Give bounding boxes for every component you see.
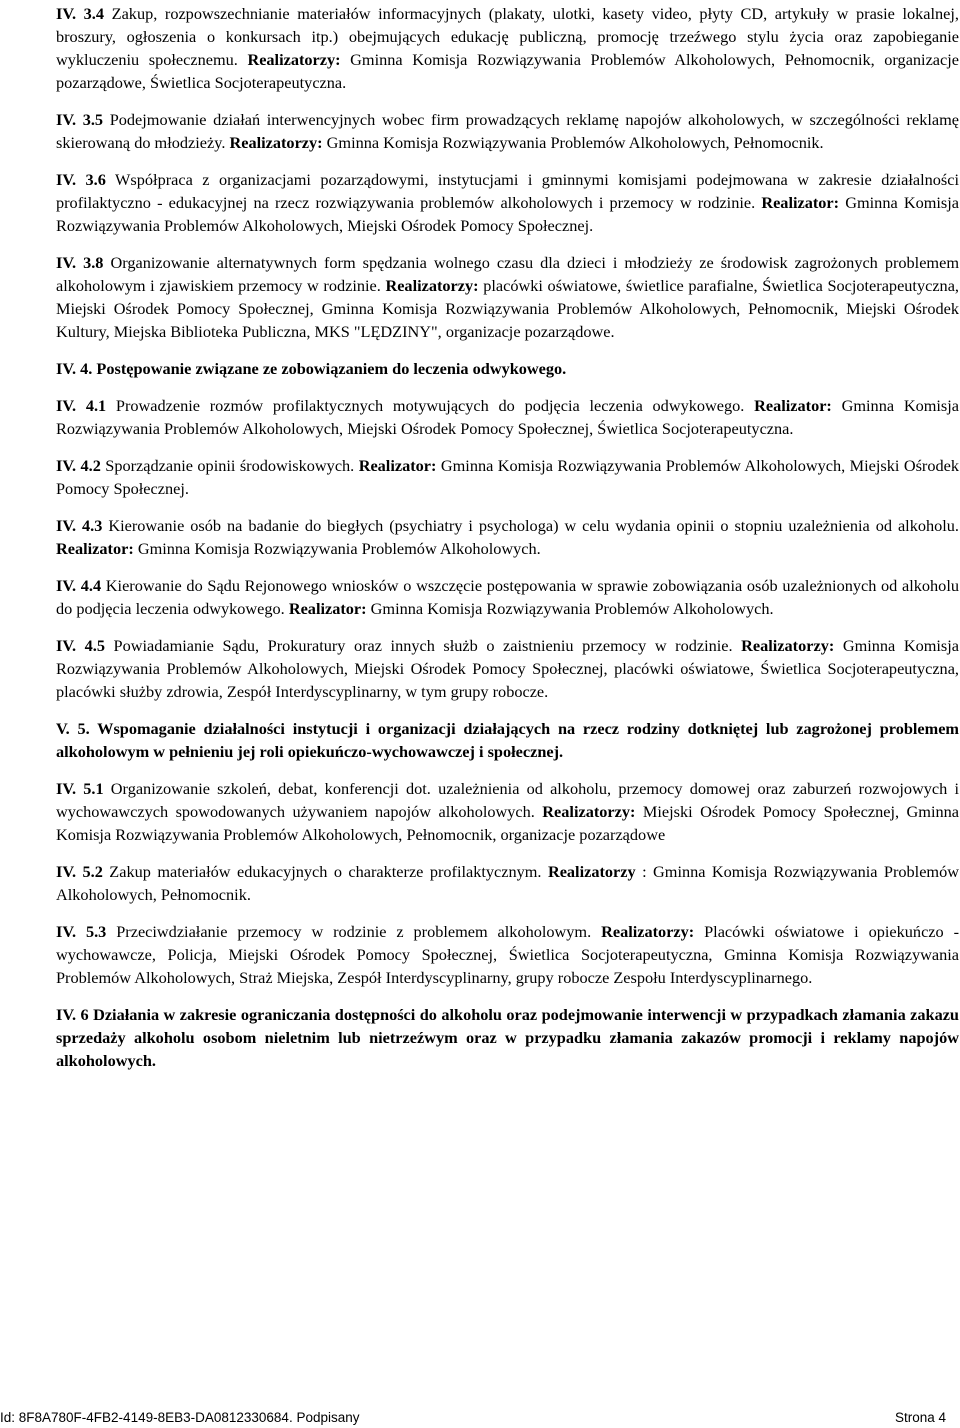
- paragraph-number: IV. 4.2: [56, 456, 101, 475]
- realizator-list: Gminna Komisja Rozwiązywania Problemów Alkoholowych, Miejski Ośrodek Pomocy Społecznej, Świetlica Socjoterapeutyczna.: [56, 396, 959, 438]
- paragraph-iv-4-3: [56, 514, 959, 560]
- paragraph-number: IV. 4.5: [56, 636, 105, 655]
- realizator-label: Realizatorzy:: [542, 802, 636, 821]
- realizator-list: Placówki oświatowe i opiekuńczo - wychowawcze, Policja, Miejski Ośrodek Pomocy Społecznej, Świetlica Socjoterapeutyczna, Gminna Komisja Rozwiązywania Problemów Alkoholowych, Straż Miejska, Zespół Interdyscyplinarny, grupy robocze Zespołu Interdyscyplinarnego.: [56, 922, 959, 987]
- paragraph-iv-5-1: [56, 777, 959, 846]
- document-page: [56, 2, 959, 1086]
- realizator-list: : Gminna Komisja Rozwiązywania Problemów Alkoholowych, Pełnomocnik.: [56, 862, 959, 904]
- realizator-list: Gminna Komisja Rozwiązywania Problemów Alkoholowych, Miejski Ośrodek Pomocy Społecznej.: [56, 456, 959, 498]
- realizator-label: Realizator:: [56, 539, 134, 558]
- paragraph-iv-4-5: [56, 634, 959, 703]
- paragraph-iv-4-2: [56, 454, 959, 500]
- paragraph-number: IV. 5.1: [56, 779, 104, 798]
- paragraph-text: Prowadzenie rozmów profilaktycznych motywujących do podjęcia leczenia odwykowego.: [106, 396, 755, 415]
- realizator-list: Gminna Komisja Rozwiązywania Problemów Alkoholowych.: [133, 539, 541, 558]
- realizator-list: Gminna Komisja Rozwiązywania Problemów Alkoholowych, Pełnomocnik.: [322, 133, 824, 152]
- paragraph-number: IV. 3.5: [56, 110, 104, 129]
- realizator-list: placówki oświatowe, świetlice parafialne, Świetlica Socjoterapeutyczna, Miejski Ośrodek Pomocy Społecznej, Gminna Komisja Rozwiązywania Problemów Alkoholowych, Pełnomocnik, Miejski Ośrodek Kultury, Miejska Biblioteka Publiczna, MKS "LĘDZINY", organizacje pozarządowe.: [56, 276, 959, 341]
- page-footer: [0, 1408, 960, 1428]
- section-title: Postępowanie związane ze zobowiązaniem do leczenia odwykowego.: [92, 359, 567, 378]
- paragraph-iv-5-3: [56, 920, 959, 989]
- paragraph-text: Kierowanie osób na badanie do biegłych (psychiatry i psychologa) w celu wydania opinii o stopniu uzależnienia od alkoholu.: [102, 516, 959, 535]
- realizator-label: Realizatorzy:: [247, 50, 341, 69]
- realizator-list: Gminna Komisja Rozwiązywania Problemów Alkoholowych, Pełnomocnik, organizacje pozarządowe, Świetlica Socjoterapeutyczna.: [56, 50, 960, 92]
- paragraph-iv-5-2: [56, 860, 959, 906]
- paragraph-text: Sporządzanie opinii środowiskowych.: [100, 456, 359, 475]
- realizator-label: Realizator:: [358, 456, 437, 475]
- paragraph-iv-3-5: [56, 108, 959, 154]
- paragraph-number: IV. 4.3: [56, 516, 103, 535]
- paragraph-text: Zakup, rozpowszechnianie materiałów informacyjnych (plakaty, ulotki, kasety video, płyty CD, artykuły w prasie lokalnej, broszury, ogłoszenia o konkursach itp.) obejmujących edukację publiczną, promocję trzeźwego stylu życia oraz zapobieganie wykluczeniu społecznemu.: [56, 4, 959, 69]
- paragraph-iv-3-4: [56, 2, 959, 94]
- section-number: V. 5.: [56, 719, 90, 738]
- paragraph-text: Przeciwdziałanie przemocy w rodzinie z problemem alkoholowym.: [106, 922, 602, 941]
- realizator-label: Realizatorzy: [547, 862, 636, 881]
- section-heading-iv-6: [56, 1003, 959, 1072]
- realizator-label: Realizator:: [754, 396, 832, 415]
- realizator-list: Gminna Komisja Rozwiązywania Problemów Alkoholowych.: [366, 599, 774, 618]
- paragraph-text: Współpraca z organizacjami pozarządowymi, instytucjami i gminnymi komisjami podejmowana w zakresie działalności profilaktyczno - edukacyjnej na rzecz rozwiązywania problemów alkoholowych i przemocy w rodzinie.: [56, 170, 959, 212]
- realizator-label: Realizator:: [761, 193, 840, 212]
- section-heading-v-5: [56, 717, 959, 763]
- realizator-list: Gminna Komisja Rozwiązywania Problemów Alkoholowych, Miejski Ośrodek Pomocy Społecznej.: [56, 193, 960, 235]
- paragraph-text: Zakup materiałów edukacyjnych o charakterze profilaktycznym.: [102, 862, 548, 881]
- realizator-label: Realizator:: [288, 599, 367, 618]
- paragraph-text: Organizowanie szkoleń, debat, konferencji dot. uzależnienia od alkoholu, przemocy domowej oraz zaburzeń rozwojowych i wychowawczych spowodowanych używaniem napojów alkoholowych.: [56, 779, 959, 821]
- section-title: Działania w zakresie ograniczania dostępności do alkoholu oraz podejmowanie interwencji w przypadkach złamania zakazu sprzedaży alkoholu osobom nieletnim lub nietrzeźwym oraz w przypadku złamania zakazów promocji i reklamy napojów alkoholowych.: [56, 1005, 959, 1070]
- paragraph-iv-3-6: [56, 168, 959, 237]
- section-heading-iv-4: [56, 357, 959, 380]
- paragraph-text: Powiadamianie Sądu, Prokuratury oraz innych służb o zaistnieniu przemocy w rodzinie.: [104, 636, 742, 655]
- section-number: IV. 6: [56, 1005, 89, 1024]
- section-title: Wspomaganie działalności instytucji i organizacji działających na rzecz rodziny dotkniętej lub zagrożonej problemem alkoholowym w pełnieniu jej roli opiekuńczo-wychowawczej i społecznej.: [56, 719, 959, 761]
- paragraph-text: Podejmowanie działań interwencyjnych wobec firm prowadzących reklamę napojów alkoholowych, w szczególności reklamę skierowaną do młodzieży.: [56, 110, 959, 152]
- realizator-label: Realizatorzy:: [741, 636, 835, 655]
- paragraph-number: IV. 3.4: [56, 4, 105, 23]
- section-number: IV. 4.: [56, 359, 93, 378]
- realizator-label: Realizatorzy:: [601, 922, 695, 941]
- paragraph-iv-3-8: [56, 251, 959, 343]
- paragraph-number: IV. 4.1: [56, 396, 107, 415]
- realizator-label: Realizatorzy:: [385, 276, 479, 295]
- paragraph-number: IV. 3.6: [56, 170, 106, 189]
- paragraph-iv-4-1: [56, 394, 959, 440]
- paragraph-text: Organizowanie alternatywnych form spędzania wolnego czasu dla dzieci i młodzieży ze środowisk zagrożonych problemem alkoholowym i zjawiskiem przemocy w rodzinie.: [56, 253, 959, 295]
- paragraph-text: Kierowanie do Sądu Rejonowego wniosków o wszczęcie postępowania w sprawie zobowiązania osób uzależnionych od alkoholu do podjęcia leczenia odwykowego.: [56, 576, 959, 618]
- paragraph-number: IV. 3.8: [56, 253, 104, 272]
- paragraph-number: IV. 4.4: [56, 576, 102, 595]
- paragraph-number: IV. 5.2: [56, 862, 103, 881]
- document-id: Id: 8F8A780F-4FB2-4149-8EB3-DA0812330684. Podpisany: [0, 1410, 360, 1425]
- realizator-label: Realizatorzy:: [229, 133, 323, 152]
- realizator-list: Gminna Komisja Rozwiązywania Problemów Alkoholowych, Miejski Ośrodek Pomocy Społecznej, placówki oświatowe, Świetlica Socjoterapeutyczna, placówki służby zdrowia, Zespół Interdyscyplinarny, w tym grupy robocze.: [56, 636, 959, 701]
- paragraph-number: IV. 5.3: [56, 922, 107, 941]
- page-number: Strona 4: [894, 1410, 946, 1425]
- paragraph-iv-4-4: [56, 574, 959, 620]
- realizator-list: Miejski Ośrodek Pomocy Społecznej, Gminna Komisja Rozwiązywania Problemów Alkoholowych, Pełnomocnik, organizacje pozarządowe: [56, 802, 959, 844]
